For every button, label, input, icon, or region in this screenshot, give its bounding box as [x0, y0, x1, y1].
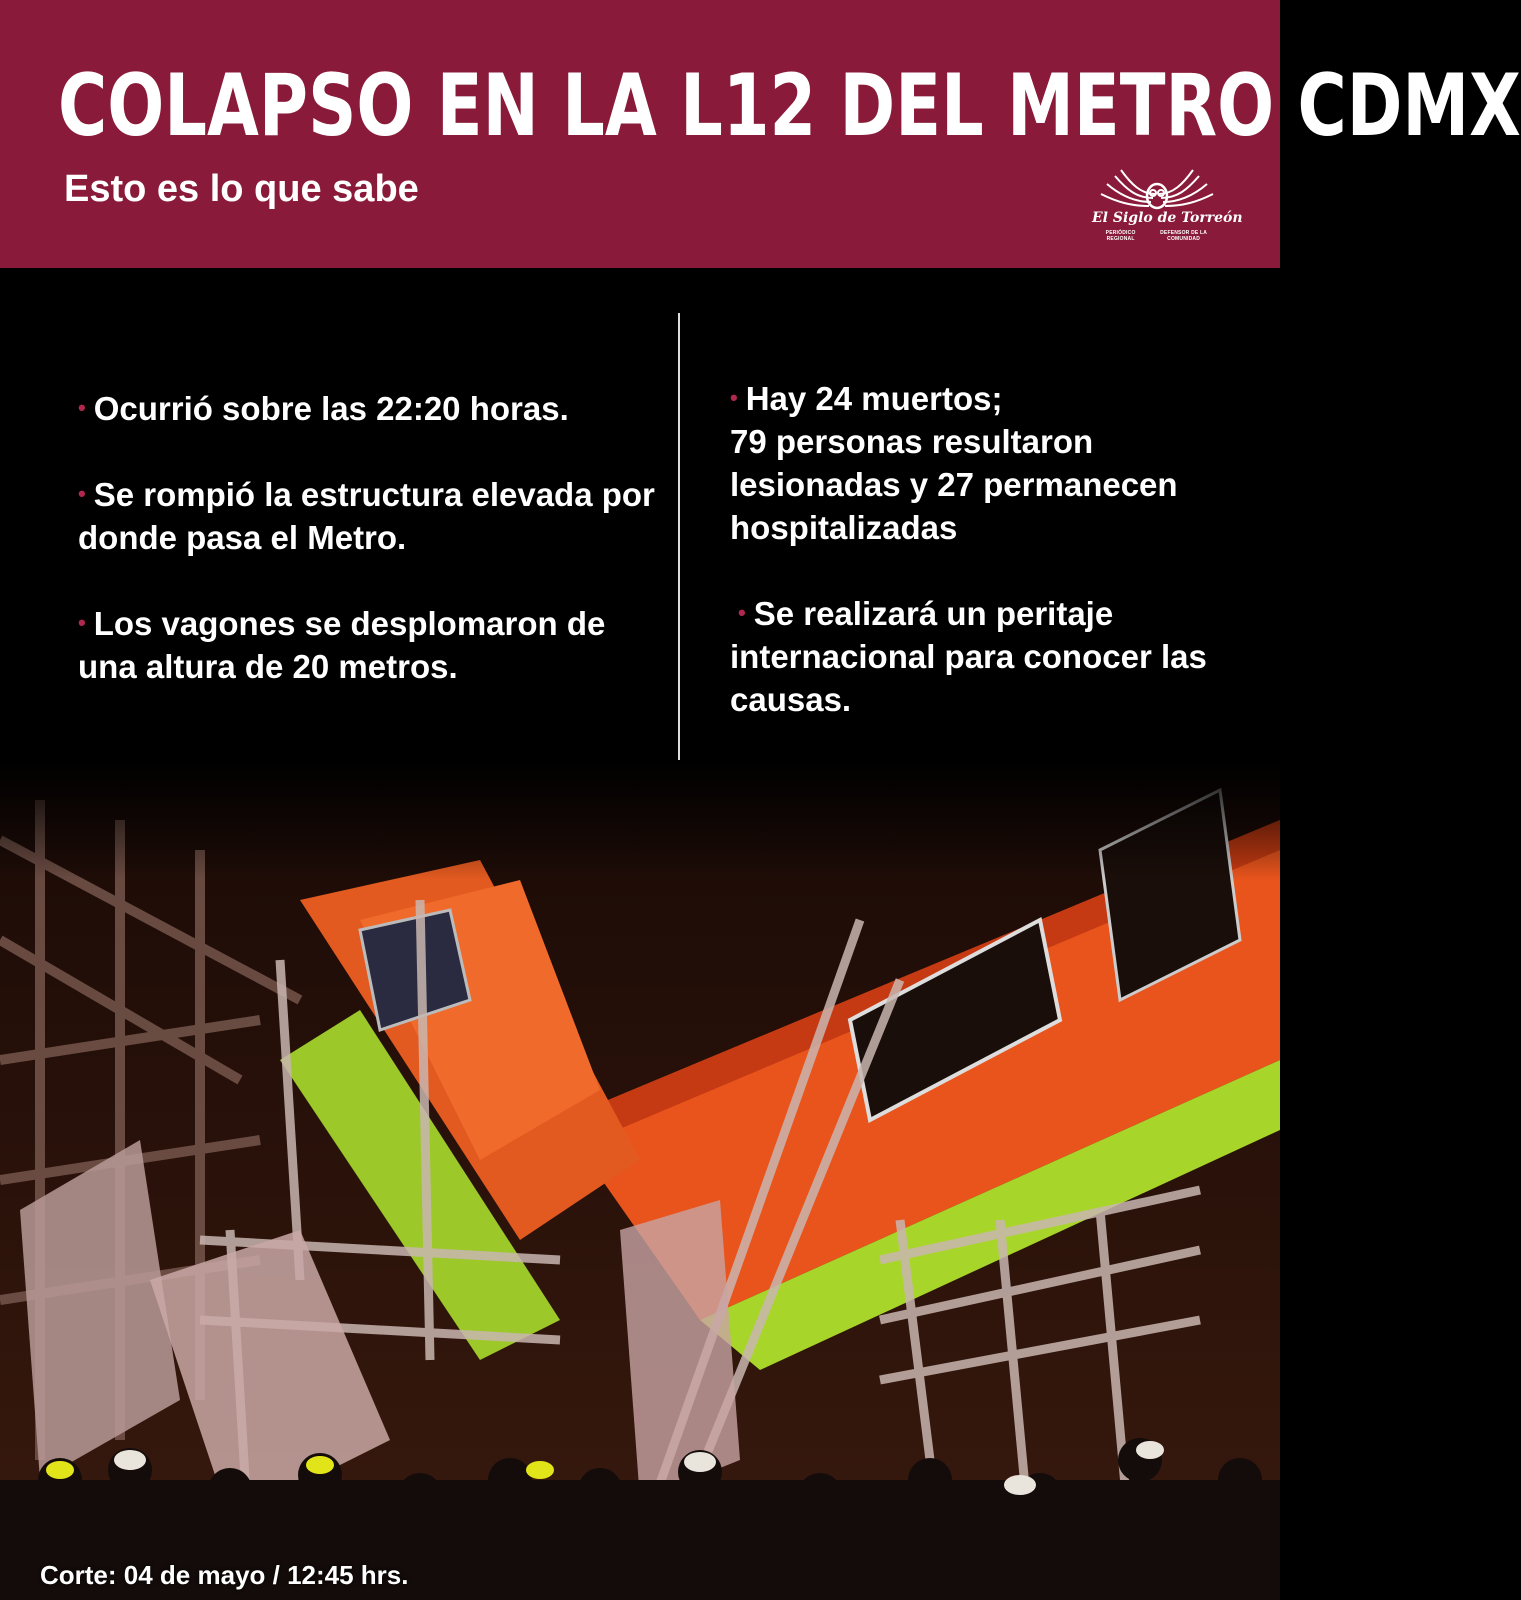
fact-time [78, 386, 658, 430]
page-title: COLAPSO EN LA L12 DEL METRO CDMX [58, 56, 1521, 156]
bullet-icon: • [730, 385, 738, 410]
bullet-icon: • [738, 600, 746, 625]
bullet-icon: • [78, 610, 86, 635]
header-banner [0, 0, 1521, 268]
collapse-photo [0, 760, 1280, 1600]
fact-structure [78, 472, 658, 559]
fact-text: Ocurrió sobre las 22:20 horas. [93, 390, 569, 427]
logo-tags [1092, 230, 1222, 242]
facts-left-column [78, 386, 658, 730]
fact-text-line1: Hay 24 muertos; [745, 380, 1003, 417]
logo-name: El Siglo de Torreón [1092, 210, 1243, 226]
collapsed-train-illustration [0, 760, 1280, 1600]
facts-right-column [730, 376, 1250, 763]
fact-text: Se rompió la estructura elevada por donde pasa el Metro. [78, 476, 655, 556]
page-subtitle: Esto es lo que sabe [64, 168, 419, 210]
fact-text: 79 personas resultaron lesionadas y 27 permanecen hospitalizadas [730, 423, 1178, 546]
logo-tag-left: PERIÓDICO REGIONAL [1105, 230, 1136, 242]
fact-casualties [730, 376, 1250, 549]
fact-text: Se realizará un peritaje internacional para conocer las causas. [730, 595, 1207, 718]
fact-height [78, 601, 658, 688]
column-divider [678, 313, 680, 763]
bullet-icon: • [78, 395, 86, 420]
owl-wings-icon [1097, 164, 1217, 210]
logo-tag-right: DEFENSOR DE LA COMUNIDAD [1160, 230, 1208, 242]
timestamp-note: Corte: 04 de mayo / 12:45 hrs. [40, 1560, 409, 1590]
el-siglo-logo [1092, 164, 1243, 244]
fact-investigation [730, 591, 1250, 721]
fact-text: Los vagones se desplomaron de una altura de 20 metros. [78, 605, 606, 685]
bullet-icon: • [78, 481, 86, 506]
